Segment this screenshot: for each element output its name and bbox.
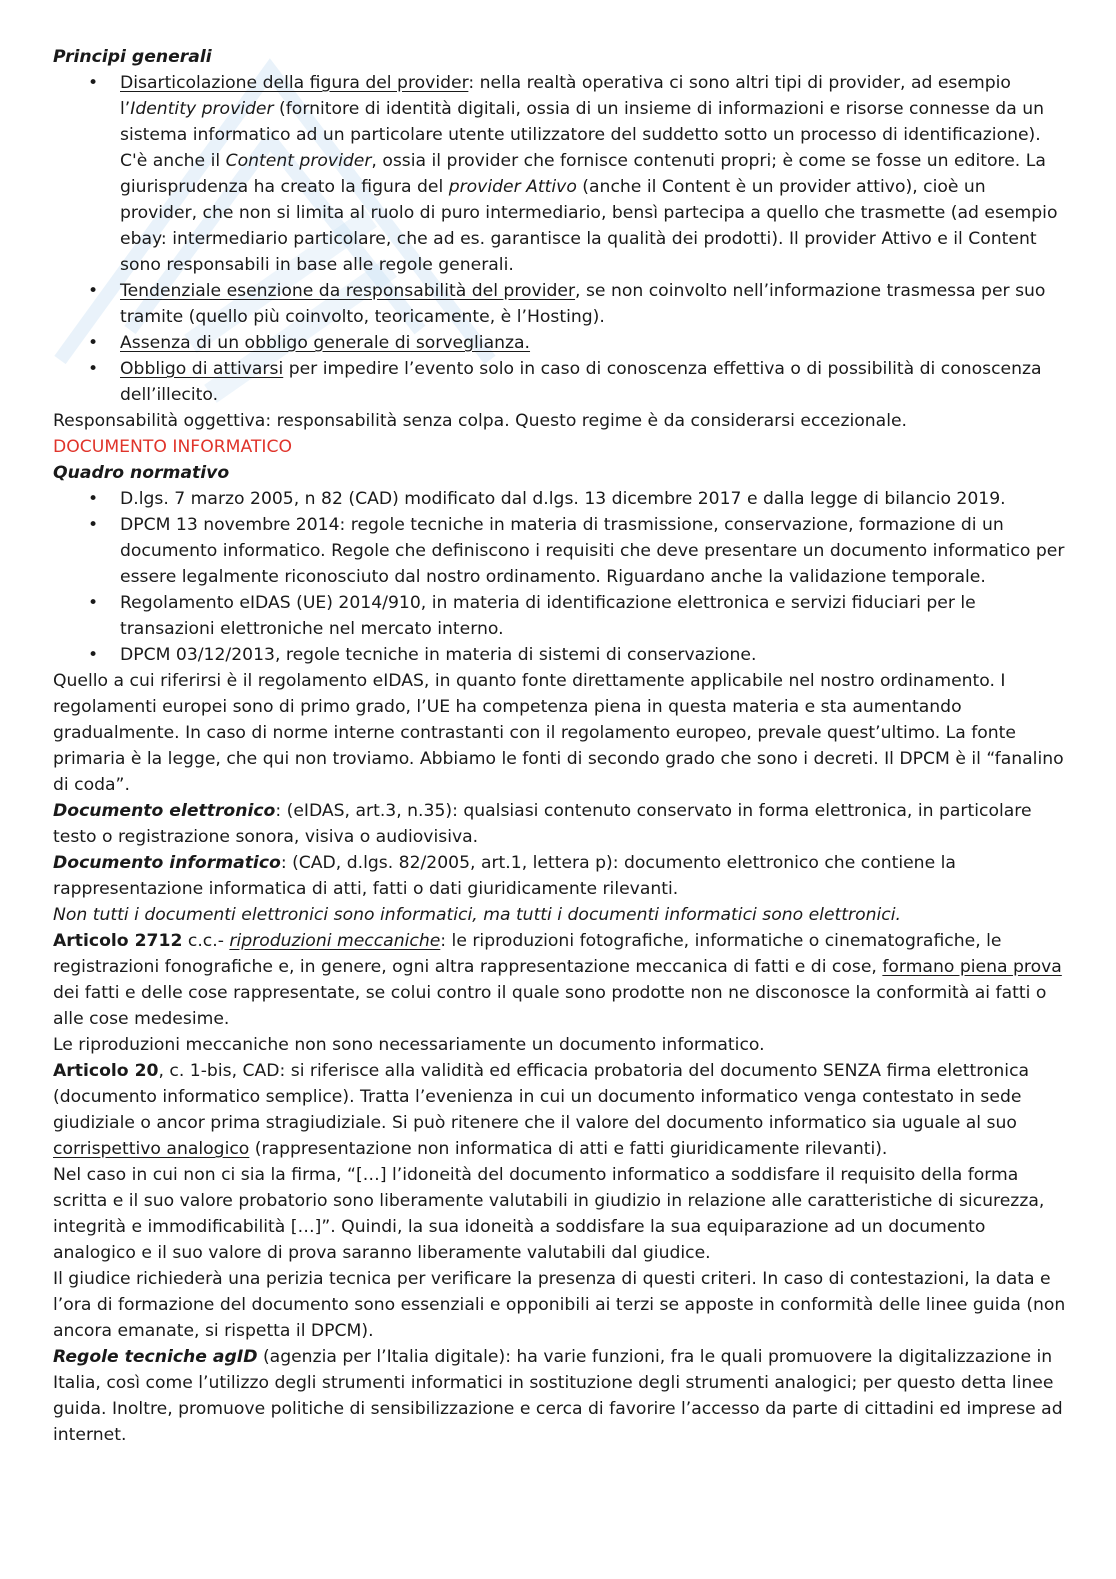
paragraph-giudice: Il giudice richiederà una perizia tecnica per verificare la presenza di questi criteri. In caso di contestazioni, la data e l’ora di formazione del documento sono essenziali e opponibili ai terzi se apposte in conformità delle linee guida (non ancora emanate, si rispetta il DPCM). [53, 1269, 1066, 1341]
term: Documento elettronico [53, 801, 276, 821]
article-label: Articolo 2712 [53, 931, 183, 951]
article-underline: corrispettivo analogico [53, 1139, 250, 1159]
item-lead: Obbligo di attivarsi [120, 359, 284, 379]
paragraph-responsabilita: Responsabilità oggettiva: responsabilità senza colpa. Questo regime è da considerarsi eccezionale. [53, 411, 908, 431]
list-item [53, 70, 1068, 278]
article-underline: formano piena prova [882, 957, 1062, 977]
quadro-list [53, 486, 1068, 668]
article-text: dei fatti e delle cose rappresentate, se colui contro il quale sono prodotte non ne disconosce la conformità ai fatti o alle cose medesime. [53, 983, 1047, 1029]
paragraph-firma: Nel caso in cui non ci sia la firma, “[…] l’idoneità del documento informatico a soddisfare il requisito della forma scritta e il suo valore probatorio sono liberamente valutabili in giudizio in relazione alle caratteristiche di sicurezza, integrità e immodificabilità […]”. Quindi, la sua idoneità a soddisfare la sua equiparazione ad un documento analogico e il suo valore di prova saranno liberamente valutabili dal giudice. [53, 1165, 1045, 1263]
definition: : (CAD, d.lgs. 82/2005, art.1, lettera p): documento elettronico che contiene la rappresentazione informatica di atti, fatti o dati giuridicamente rilevanti. [53, 853, 956, 899]
list-item: • DPCM 03/12/2013, regole tecniche in materia di sistemi di conservazione. [53, 642, 1068, 668]
paragraph-art2712 [53, 928, 1068, 1032]
item-lead: Assenza di un obbligo generale di sorveglianza. [120, 333, 531, 353]
article-text: c.c.- [182, 931, 230, 951]
article-term: riproduzioni meccaniche [229, 931, 441, 951]
section-title-documento: DOCUMENTO INFORMATICO [53, 437, 293, 457]
item-text: per impedire l’evento solo in caso di conoscenza effettiva o di possibilità di conoscenza dell’illecito. [120, 359, 1042, 405]
item-text: (fornitore di identità digitali, ossia di un insieme di informazioni e risorse connesse da un sistema informatico ad un particolare utente utilizzatore del suddetto sotto un processo di identificazione). C'è anche il [120, 99, 1044, 171]
principi-list [53, 70, 1068, 408]
paragraph-fonte: Quello a cui riferirsi è il regolamento eIDAS, in quanto fonte direttamente applicabile nel nostro ordinamento. I regolamenti europei sono di primo grado, l’UE ha competenza piena in questa materia e sta aumentando gradualmente. In caso di norme interne contrastanti con il regolamento europeo, prevale quest’ultimo. La fonte primaria è la legge, che qui non troviamo. Abbiamo le fonti di secondo grado che sono i decreti. Il DPCM è il “fanalino di coda”. [53, 671, 1064, 795]
definition: (agenzia per l’Italia digitale): ha varie funzioni, fra le quali promuovere la digitalizzazione in Italia, così come l’utilizzo degli strumenti informatici in sostituzione degli strumenti analogici; per questo detta linee guida. Inoltre, promuove politiche di sensibilizzazione e cerca di favorire l’accesso da parte di cittadini ed imprese ad internet. [53, 1347, 1063, 1445]
paragraph-agid [53, 1344, 1068, 1448]
list-item [53, 278, 1068, 330]
paragraph-doc-elettronico [53, 798, 1068, 850]
article-text: : le riproduzioni fotografiche, informatiche o cinematografiche, le registrazioni fonografiche e, in genere, ogni altra rappresentazione meccanica di fatti e di cose, [53, 931, 1002, 977]
section-title-principi: Principi generali [53, 47, 212, 67]
item-text: : nella realtà operativa ci sono altri tipi di provider, ad esempio l’ [120, 73, 1011, 119]
list-item [53, 356, 1068, 408]
paragraph-art20 [53, 1058, 1068, 1162]
document-content [53, 44, 1068, 1448]
paragraph-doc-informatico [53, 850, 1068, 902]
item-italic: Identity provider [130, 99, 274, 119]
subsection-title-quadro: Quadro normativo [53, 463, 230, 483]
list-item [53, 330, 1068, 356]
item-italic: Content provider [225, 151, 372, 171]
article-label: Articolo 20 [53, 1061, 159, 1081]
paragraph-nota: Non tutti i documenti elettronici sono informatici, ma tutti i documenti informatici sono elettronici. [53, 905, 901, 925]
list-item: • DPCM 13 novembre 2014: regole tecniche in materia di trasmissione, conservazione, formazione di un documento informatico. Regole che definiscono i requisiti che deve presentare un documento informatico per essere legalmente riconosciuto dal nostro ordinamento. Riguardano anche la validazione temporale. [53, 512, 1068, 590]
item-italic: provider Attivo [448, 177, 577, 197]
list-item: • D.lgs. 7 marzo 2005, n 82 (CAD) modificato dal d.lgs. 13 dicembre 2017 e dalla legge di bilancio 2019. [53, 486, 1068, 512]
list-item: • Regolamento eIDAS (UE) 2014/910, in materia di identificazione elettronica e servizi fiduciari per le transazioni elettroniche nel mercato interno. [53, 590, 1068, 642]
item-text: , ossia il provider che fornisce contenuti propri; è come se fosse un editore. La giurisprudenza ha creato la figura del [120, 151, 1046, 197]
article-text: , c. 1-bis, CAD: si riferisce alla validità ed efficacia probatoria del documento SENZA firma elettronica (documento informatico semplice). Tratta l’evenienza in cui un documento informatico venga contestato in sede giudiziale o ancor prima stragiudiziale. Si può ritenere che il valore del documento informatico sia uguale al suo [53, 1061, 1030, 1133]
term: Regole tecniche agID [53, 1347, 258, 1367]
article-text: (rappresentazione non informatica di atti e fatti giuridicamente rilevanti). [249, 1139, 888, 1159]
item-lead: Disarticolazione della figura del provider [120, 73, 469, 93]
item-lead: Tendenziale esenzione da responsabilità del provider [120, 281, 576, 301]
definition: : (eIDAS, art.3, n.35): qualsiasi contenuto conservato in forma elettronica, in particolare testo o registrazione sonora, visiva o audiovisiva. [53, 801, 1032, 847]
item-text: (anche il Content è un provider attivo), cioè un provider, che non si limita al ruolo di puro intermediario, bensì partecipa a quello che trasmette (ad esempio ebay: intermediario particolare, che ad es. garantisce la qualità dei prodotti). Il provider Attivo e il Content sono responsabili in base alle regole generali. [120, 177, 1058, 275]
paragraph-riproduzioni: Le riproduzioni meccaniche non sono necessariamente un documento informatico. [53, 1035, 765, 1055]
item-text: , se non coinvolto nell’informazione trasmessa per suo tramite (quello più coinvolto, teoricamente, è l’Hosting). [120, 281, 1046, 327]
term: Documento informatico [53, 853, 281, 873]
